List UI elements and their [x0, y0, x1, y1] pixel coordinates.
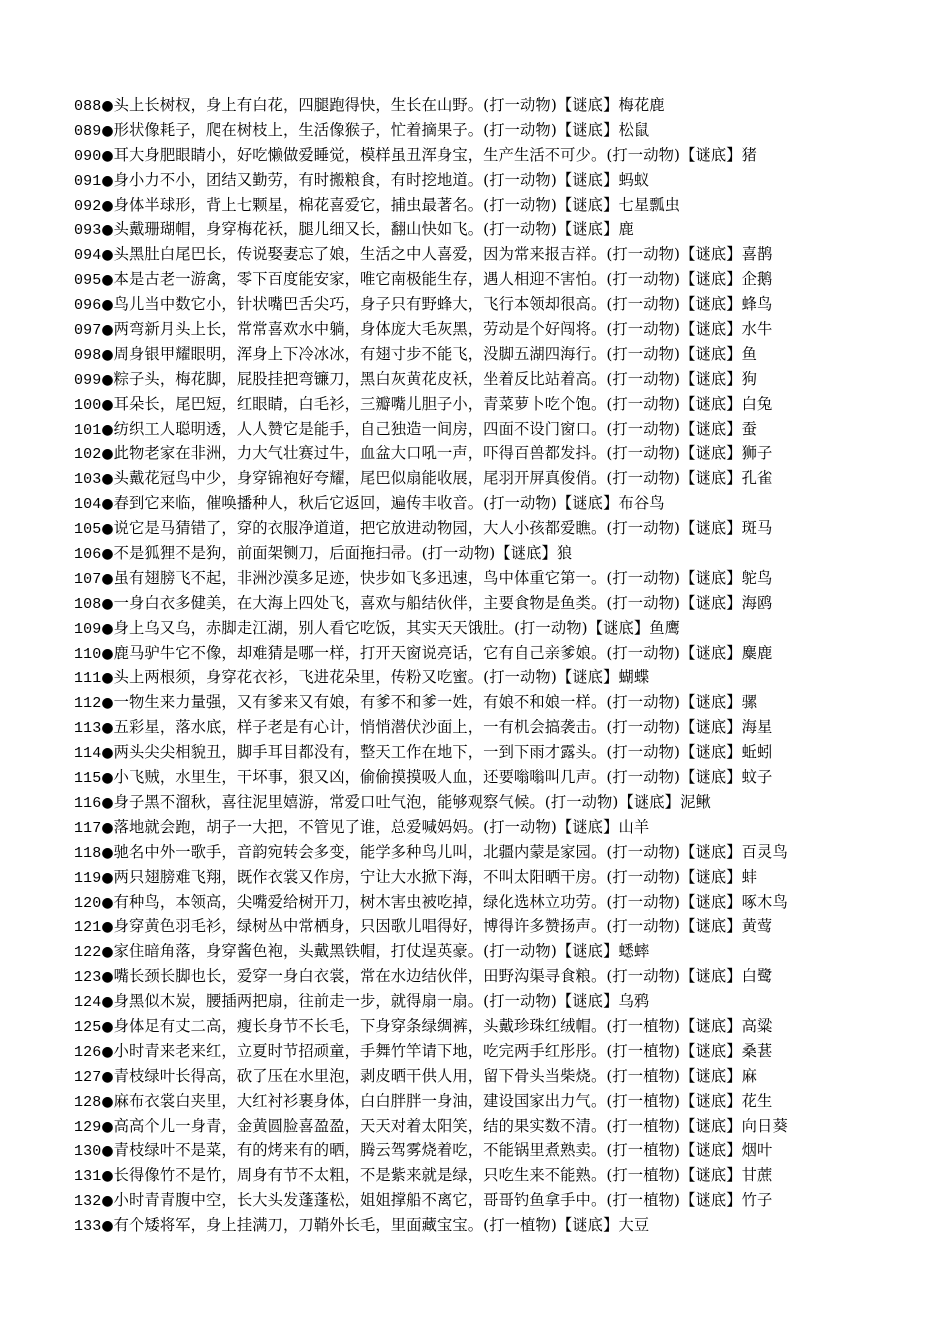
riddle-number: 095: [74, 272, 102, 290]
riddle-number: 099: [74, 371, 102, 389]
bullet-icon: ●: [101, 297, 114, 314]
riddle-line: [74, 466, 934, 491]
riddle-text: 周身银甲耀眼明，浑身上下冷冰冰，有翅寸步不能飞，没脚五湖四海行。(打一动物)【谜底】鱼: [113, 344, 758, 363]
riddle-text: 家住暗角落，身穿酱色袍，头戴黑铁帽，打仗逞英豪。(打一动物)【谜底】蟋蟀: [113, 942, 650, 961]
riddle-number: 127: [74, 1068, 102, 1086]
bullet-icon: ●: [101, 794, 114, 811]
riddle-number: 131: [74, 1168, 102, 1186]
riddle-text: 五彩星，落水底，样子老是有心计，悄悄潜伏沙面上，一有机会搞袭击。(打一动物)【谜底】海星: [113, 718, 773, 737]
riddle-text: 两头尖尖相貌丑，脚手耳目都没有，整天工作在地下，一到下雨才露头。(打一动物)【谜底】蚯蚓: [113, 743, 773, 762]
riddle-number: 091: [74, 172, 102, 190]
bullet-icon: ●: [101, 1093, 114, 1110]
bullet-icon: ●: [101, 247, 114, 264]
riddle-number: 114: [74, 745, 102, 763]
riddle-number: 119: [74, 869, 102, 887]
bullet-icon: ●: [101, 1143, 114, 1160]
riddle-number: 107: [74, 570, 102, 588]
bullet-icon: ●: [101, 272, 114, 289]
riddle-number: 093: [74, 222, 102, 240]
riddle-text: 两只翅膀难飞翔，既作衣裳又作房，宁让大水掀下海，不叫太阳晒干房。(打一动物)【谜底】蚌: [113, 867, 758, 886]
riddle-line: [74, 690, 934, 715]
riddle-line: [74, 392, 934, 417]
riddle-line: [74, 989, 934, 1014]
riddle-text: 身穿黄色羽毛衫，绿树丛中常栖身，只因歌儿唱得好，博得许多赞扬声。(打一动物)【谜底】黄莺: [113, 917, 773, 936]
riddle-number: 103: [74, 471, 102, 489]
bullet-icon: ●: [101, 595, 114, 612]
riddle-number: 120: [74, 894, 102, 912]
riddle-text: 粽子头，梅花脚，屁股挂把弯镰刀，黑白灰黄花皮袄，坐着反比站着高。(打一动物)【谜底】狗: [113, 369, 758, 388]
riddle-text: 纺织工人聪明透，人人赞它是能手，自己独造一间房，四面不设门窗口。(打一动物)【谜底】蚕: [113, 419, 758, 438]
bullet-icon: ●: [101, 1118, 114, 1135]
riddle-line: [74, 1213, 934, 1238]
riddle-text: 鹿马驴牛它不像，却难猜是哪一样，打开天窗说亮话，它有自己亲爹娘。(打一动物)【谜底】麋鹿: [113, 643, 773, 662]
riddle-number: 124: [74, 994, 102, 1012]
riddle-line: [74, 665, 934, 690]
riddle-text: 身体足有丈二高，瘦长身节不长毛，下身穿条绿绸裤，头戴珍珠红绒帽。(打一植物)【谜底】高粱: [113, 1016, 773, 1035]
riddle-number: 108: [74, 595, 102, 613]
riddle-number: 096: [74, 297, 102, 315]
riddle-number: 113: [74, 720, 102, 738]
riddle-number: 101: [74, 421, 102, 439]
bullet-icon: ●: [101, 919, 114, 936]
bullet-icon: ●: [101, 496, 114, 513]
riddle-line: [74, 840, 934, 865]
bullet-icon: ●: [101, 745, 114, 762]
riddle-line: [74, 1064, 934, 1089]
riddle-line: [74, 865, 934, 890]
riddle-number: 110: [74, 645, 102, 663]
riddle-text: 身上乌又乌，赤脚走江湖，别人看它吃饭，其实天天饿肚。(打一动物)【谜底】鱼鹰: [113, 618, 681, 637]
bullet-icon: ●: [101, 819, 114, 836]
bullet-icon: ●: [101, 1018, 114, 1035]
bullet-icon: ●: [101, 521, 114, 538]
riddle-number: 115: [74, 770, 102, 788]
riddle-text: 耳朵长，尾巴短，红眼睛，白毛衫，三瓣嘴儿胆子小，青菜萝卜吃个饱。(打一动物)【谜底】白兔: [113, 394, 773, 413]
riddle-line: [74, 740, 934, 765]
riddle-number: 094: [74, 247, 102, 265]
bullet-icon: ●: [101, 471, 114, 488]
riddle-text: 嘴长颈长脚也长，爱穿一身白衣裳，常在水边结伙伴，田野沟渠寻食粮。(打一动物)【谜底】白鹭: [113, 967, 773, 986]
riddle-text: 有种鸟，本领高，尖嘴爱给树开刀，树木害虫被吃掉，绿化选林立功劳。(打一动物)【谜底】啄木鸟: [113, 892, 788, 911]
riddle-number: 133: [74, 1218, 102, 1236]
riddle-number: 102: [74, 446, 102, 464]
riddle-text: 身体半球形，背上七颗星，棉花喜爱它，捕虫最著名。(打一动物)【谜底】七星瓢虫: [113, 195, 681, 214]
riddle-text: 两弯新月头上长，常常喜欢水中躺，身体庞大毛灰黑，劳动是个好闯将。(打一动物)【谜底】水牛: [113, 320, 773, 339]
riddle-text: 身子黑不溜秋，喜往泥里嬉游，常爱口吐气泡，能够观察气候。(打一动物)【谜底】泥鳅: [113, 792, 711, 811]
riddle-text: 小飞贼，水里生，干坏事，狠又凶，偷偷摸摸吸人血，还要嗡嗡叫几声。(打一动物)【谜底】蚊子: [113, 768, 773, 787]
riddle-number: 128: [74, 1093, 102, 1111]
riddle-line: [74, 267, 934, 292]
riddle-line: [74, 914, 934, 939]
bullet-icon: ●: [101, 421, 114, 438]
riddle-line: [74, 367, 934, 392]
riddle-list: [74, 93, 934, 1238]
bullet-icon: ●: [101, 620, 114, 637]
riddle-text: 一物生来力量强，又有爹来又有娘，有爹不和爹一姓，有娘不和娘一样。(打一动物)【谜底】骡: [113, 693, 758, 712]
riddle-text: 落地就会跑，胡子一大把，不管见了谁，总爱喊妈妈。(打一动物)【谜底】山羊: [113, 817, 650, 836]
riddle-number: 130: [74, 1143, 102, 1161]
riddle-text: 本是古老一游禽，零下百度能安家，唯它南极能生存，遇人相迎不害怕。(打一动物)【谜底】企鹅: [113, 270, 773, 289]
riddle-number: 092: [74, 197, 102, 215]
riddle-text: 身黑似木炭，腰插两把扇，往前走一步，就得扇一扇。(打一动物)【谜底】乌鸦: [113, 992, 650, 1011]
riddle-number: 105: [74, 521, 102, 539]
riddle-line: [74, 516, 934, 541]
riddle-text: 青枝绿叶不是菜，有的烤来有的晒，腾云驾雾烧着吃，不能锅里煮熟卖。(打一植物)【谜底】烟叶: [113, 1141, 773, 1160]
riddle-line: [74, 616, 934, 641]
riddle-text: 长得像竹不是竹，周身有节不太粗，不是紫来就是绿，只吃生来不能熟。(打一植物)【谜底】甘蔗: [113, 1166, 773, 1185]
riddle-number: 100: [74, 396, 102, 414]
riddle-text: 说它是马猜错了，穿的衣服净道道，把它放进动物园，大人小孩都爱瞧。(打一动物)【谜底】斑马: [113, 519, 773, 538]
riddle-text: 头戴花冠鸟中少，身穿锦袍好夸耀，尾巴似扇能收展，尾羽开屏真俊俏。(打一动物)【谜底】孔雀: [113, 469, 773, 488]
riddle-line: [74, 118, 934, 143]
riddle-number: 116: [74, 794, 102, 812]
riddle-line: [74, 143, 934, 168]
riddle-text: 耳大身肥眼睛小，好吃懒做爱睡觉，模样虽丑浑身宝，生产生活不可少。(打一动物)【谜底】猪: [113, 145, 758, 164]
bullet-icon: ●: [101, 944, 114, 961]
riddle-line: [74, 641, 934, 666]
bullet-icon: ●: [101, 222, 114, 239]
bullet-icon: ●: [101, 172, 114, 189]
riddle-text: 青枝绿叶长得高，砍了压在水里泡，剥皮晒干供人用，留下骨头当柴烧。(打一植物)【谜底】麻: [113, 1066, 758, 1085]
riddle-number: 090: [74, 147, 102, 165]
bullet-icon: ●: [101, 869, 114, 886]
riddle-line: [74, 217, 934, 242]
riddle-line: [74, 441, 934, 466]
bullet-icon: ●: [101, 122, 114, 139]
riddle-number: 106: [74, 546, 102, 564]
bullet-icon: ●: [101, 894, 114, 911]
bullet-icon: ●: [101, 1168, 114, 1185]
bullet-icon: ●: [101, 1068, 114, 1085]
riddle-number: 089: [74, 122, 102, 140]
riddle-number: 109: [74, 620, 102, 638]
riddle-text: 虽有翅膀飞不起，非洲沙漠多足迹，快步如飞多迅速，鸟中体重它第一。(打一动物)【谜底】鸵鸟: [113, 568, 773, 587]
riddle-text: 不是狐狸不是狗，前面架铡刀，后面拖扫帚。(打一动物)【谜底】狼: [113, 544, 573, 563]
riddle-number: 111: [74, 670, 102, 688]
riddle-number: 123: [74, 969, 102, 987]
riddle-number: 098: [74, 346, 102, 364]
riddle-line: [74, 491, 934, 516]
riddle-line: [74, 193, 934, 218]
riddle-line: [74, 765, 934, 790]
riddle-line: [74, 715, 934, 740]
riddle-line: [74, 292, 934, 317]
riddle-text: 麻布衣裳白夹里，大红衬衫裹身体，白白胖胖一身油，建设国家出力气。(打一植物)【谜底】花生: [113, 1091, 773, 1110]
riddle-line: [74, 790, 934, 815]
riddle-line: [74, 1188, 934, 1213]
bullet-icon: ●: [101, 570, 114, 587]
riddle-text: 身小力不小，团结又勤劳，有时搬粮食，有时挖地道。(打一动物)【谜底】蚂蚁: [113, 170, 650, 189]
bullet-icon: ●: [101, 770, 114, 787]
bullet-icon: ●: [101, 695, 114, 712]
riddle-number: 104: [74, 496, 102, 514]
riddle-line: [74, 541, 934, 566]
bullet-icon: ●: [101, 197, 114, 214]
riddle-line: [74, 566, 934, 591]
bullet-icon: ●: [101, 1043, 114, 1060]
riddle-line: [74, 890, 934, 915]
riddle-text: 头黑肚白尾巴长，传说娶妻忘了娘，生活之中人喜爱，因为常来报吉祥。(打一动物)【谜底】喜鹊: [113, 245, 773, 264]
riddle-text: 春到它来临，催唤播种人，秋后它返回，遍传丰收音。(打一动物)【谜底】布谷鸟: [113, 494, 665, 513]
riddle-number: 118: [74, 844, 102, 862]
riddle-line: [74, 964, 934, 989]
riddle-line: [74, 417, 934, 442]
bullet-icon: ●: [101, 98, 114, 114]
riddle-number: 129: [74, 1118, 102, 1136]
riddle-number: 117: [74, 819, 102, 837]
riddle-line: [74, 168, 934, 193]
riddle-text: 形状像耗子，爬在树枝上，生活像猴子，忙着摘果子。(打一动物)【谜底】松鼠: [113, 120, 650, 139]
riddle-line: [74, 1039, 934, 1064]
riddle-number: 097: [74, 322, 102, 340]
bullet-icon: ●: [101, 844, 114, 861]
bullet-icon: ●: [101, 1193, 114, 1210]
riddle-number: 126: [74, 1043, 102, 1061]
bullet-icon: ●: [101, 994, 114, 1011]
riddle-line: [74, 1014, 934, 1039]
riddle-line: [74, 1114, 934, 1139]
riddle-number: 125: [74, 1018, 102, 1036]
riddle-text: 头上长树杈，身上有白花，四腿跑得快，生长在山野。(打一动物)【谜底】梅花鹿: [113, 96, 665, 114]
riddle-text: 有个矮将军，身上挂满刀，刀鞘外长毛，里面藏宝宝。(打一植物)【谜底】大豆: [113, 1216, 650, 1235]
bullet-icon: ●: [101, 720, 114, 737]
riddle-number: 088: [74, 98, 102, 115]
riddle-number: 122: [74, 944, 102, 962]
bullet-icon: ●: [101, 670, 114, 687]
riddle-text: 鸟儿当中数它小，针状嘴巴舌尖巧，身子只有野蜂大，飞行本领却很高。(打一动物)【谜底】蜂鸟: [113, 295, 773, 314]
riddle-text: 一身白衣多健美，在大海上四处飞，喜欢与船结伙伴，主要食物是鱼类。(打一动物)【谜底】海鸥: [113, 593, 773, 612]
bullet-icon: ●: [101, 346, 114, 363]
bullet-icon: ●: [101, 546, 114, 563]
riddle-text: 此物老家在非洲，力大气壮赛过牛，血盆大口吼一声，吓得百兽都发抖。(打一动物)【谜底】狮子: [113, 444, 773, 463]
riddle-number: 132: [74, 1193, 102, 1211]
riddle-line: [74, 1163, 934, 1188]
bullet-icon: ●: [101, 322, 114, 339]
riddle-line: [74, 93, 934, 118]
riddle-line: [74, 242, 934, 267]
bullet-icon: ●: [101, 1218, 114, 1235]
riddle-text: 头上两根须，身穿花衣衫，飞进花朵里，传粉又吃蜜。(打一动物)【谜底】蝴蝶: [113, 668, 650, 687]
riddle-line: [74, 317, 934, 342]
riddle-number: 112: [74, 695, 102, 713]
riddle-line: [74, 1089, 934, 1114]
riddle-line: [74, 939, 934, 964]
riddle-text: 驰名中外一歌手，音韵宛转会多变，能学多种鸟儿叫，北疆内蒙是家园。(打一动物)【谜底】百灵鸟: [113, 842, 788, 861]
riddle-text: 高高个儿一身青，金黄圆脸喜盈盈，天天对着太阳笑，结的果实数不清。(打一植物)【谜底】向日葵: [113, 1116, 788, 1135]
riddle-text: 小时青来老来红，立夏时节招顽童，手舞竹竿请下地，吃完两手红彤彤。(打一植物)【谜底】桑葚: [113, 1041, 773, 1060]
bullet-icon: ●: [101, 446, 114, 463]
riddle-text: 小时青青腹中空，长大头发蓬蓬松，姐姐撑船不离它，哥哥钓鱼拿手中。(打一植物)【谜底】竹子: [113, 1191, 773, 1210]
bullet-icon: ●: [101, 969, 114, 986]
bullet-icon: ●: [101, 147, 114, 164]
riddle-number: 121: [74, 919, 102, 937]
bullet-icon: ●: [101, 645, 114, 662]
riddle-line: [74, 1138, 934, 1163]
riddle-line: [74, 342, 934, 367]
riddle-line: [74, 815, 934, 840]
bullet-icon: ●: [101, 396, 114, 413]
bullet-icon: ●: [101, 371, 114, 388]
riddle-text: 头戴珊瑚帽，身穿梅花袄，腿儿细又长，翻山快如飞。(打一动物)【谜底】鹿: [113, 220, 634, 239]
riddle-line: [74, 591, 934, 616]
